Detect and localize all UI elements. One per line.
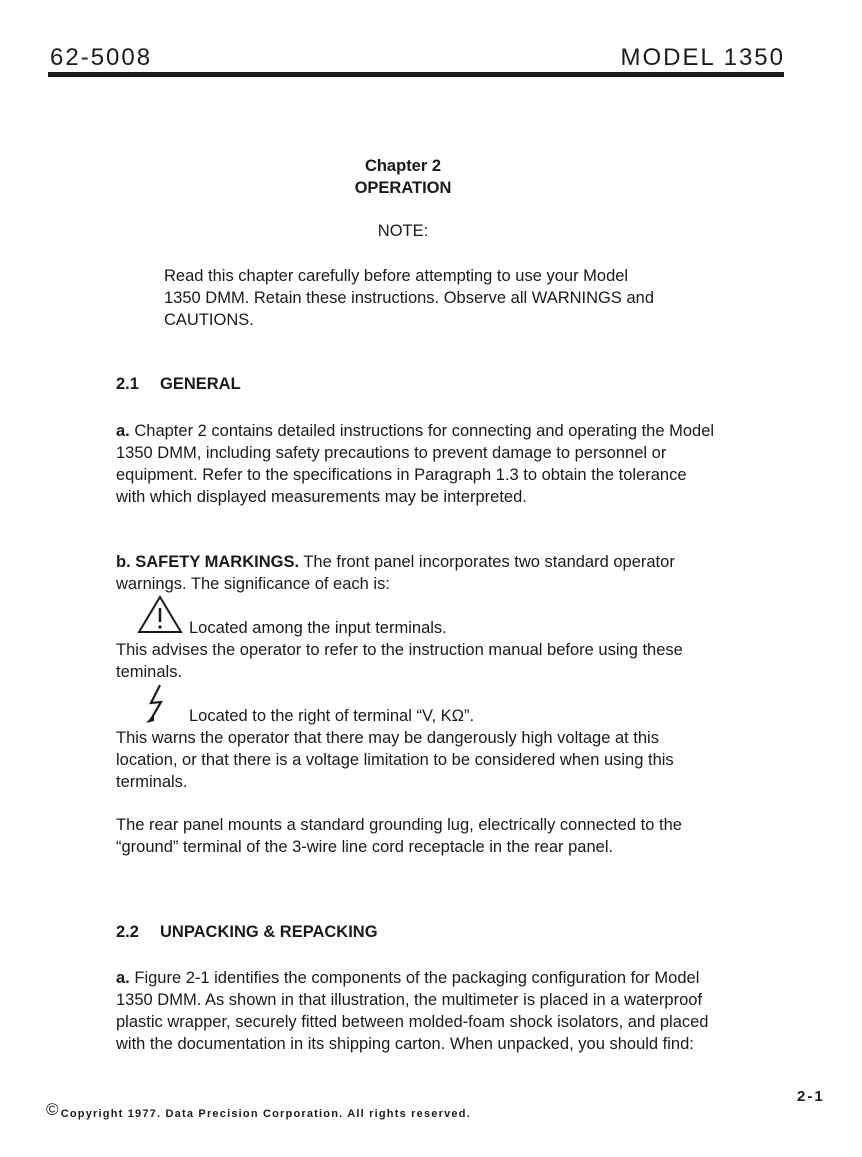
marking-1-description: This advises the operator to refer to the instruction manual before using these teminals.	[116, 641, 683, 681]
warning-triangle-icon	[137, 595, 183, 635]
marking-2-description: This warns the operator that there may be dangerously high voltage at this location, or that there is a voltage limitation to be considered when using this terminals.	[116, 729, 674, 791]
copyright-symbol: ©	[46, 1100, 60, 1119]
header-rule	[48, 72, 784, 77]
lightning-bolt-icon	[144, 683, 172, 725]
paragraph-text: The front panel incorporates two standard operator warnings. The significance of each is:	[116, 553, 675, 593]
marking-2-label: Located to the right of terminal “V, KΩ”.	[189, 707, 475, 725]
page-number: 2-1	[797, 1088, 825, 1105]
rear-panel-paragraph: The rear panel mounts a standard grounding lug, electrically connected to the “ground” terminal of the 3-wire line cord receptacle in the rear panel.	[116, 816, 682, 856]
section-heading-general	[116, 375, 241, 394]
paragraph-text: Figure 2-1 identifies the components of the packaging configuration for Model 1350 DMM. As shown in that illustration, the multimeter is placed in a waterproof plastic wrapper, securely fitted between molded-foam shock isolators, and placed with the documentation in its shipping carton. When unpacked, you should find:	[116, 969, 709, 1053]
section-title: GENERAL	[160, 375, 241, 393]
section-title: UNPACKING & REPACKING	[160, 923, 378, 941]
note-label: NOTE:	[377, 222, 429, 240]
chapter-number: Chapter 2	[364, 157, 442, 175]
marking-1-label: Located among the input terminals.	[189, 619, 447, 637]
chapter-title: OPERATION	[354, 179, 452, 197]
copyright-notice	[46, 1100, 471, 1120]
general-paragraph-a	[116, 420, 716, 508]
document-number: 62-5008	[50, 44, 153, 71]
section-number: 2.1	[116, 375, 139, 393]
model-title: MODEL 1350	[620, 44, 785, 71]
note-text: Read this chapter carefully before attempting to use your Model 1350 DMM. Retain these instructions. Observe all WARNINGS and CAUTIONS.	[164, 267, 654, 329]
safety-markings-paragraph	[116, 551, 716, 595]
copyright-text: Copyright 1977. Data Precision Corporation. All rights reserved.	[60, 1108, 471, 1120]
paragraph-letter: a.	[116, 969, 130, 987]
section-number: 2.2	[116, 923, 139, 941]
chapter-heading	[0, 155, 806, 199]
section-heading-unpacking	[116, 923, 378, 942]
unpacking-paragraph-a	[116, 967, 716, 1055]
paragraph-text: Chapter 2 contains detailed instructions for connecting and operating the Model 1350 DMM, including safety precautions to prevent damage to personnel or equipment. Refer to the specifications in Paragraph 1.3 to obtain the tolerance with which displayed measurements may be interpreted.	[116, 422, 715, 506]
safety-markings-heading: b. SAFETY MARKINGS.	[116, 553, 300, 571]
paragraph-letter: a.	[116, 422, 130, 440]
